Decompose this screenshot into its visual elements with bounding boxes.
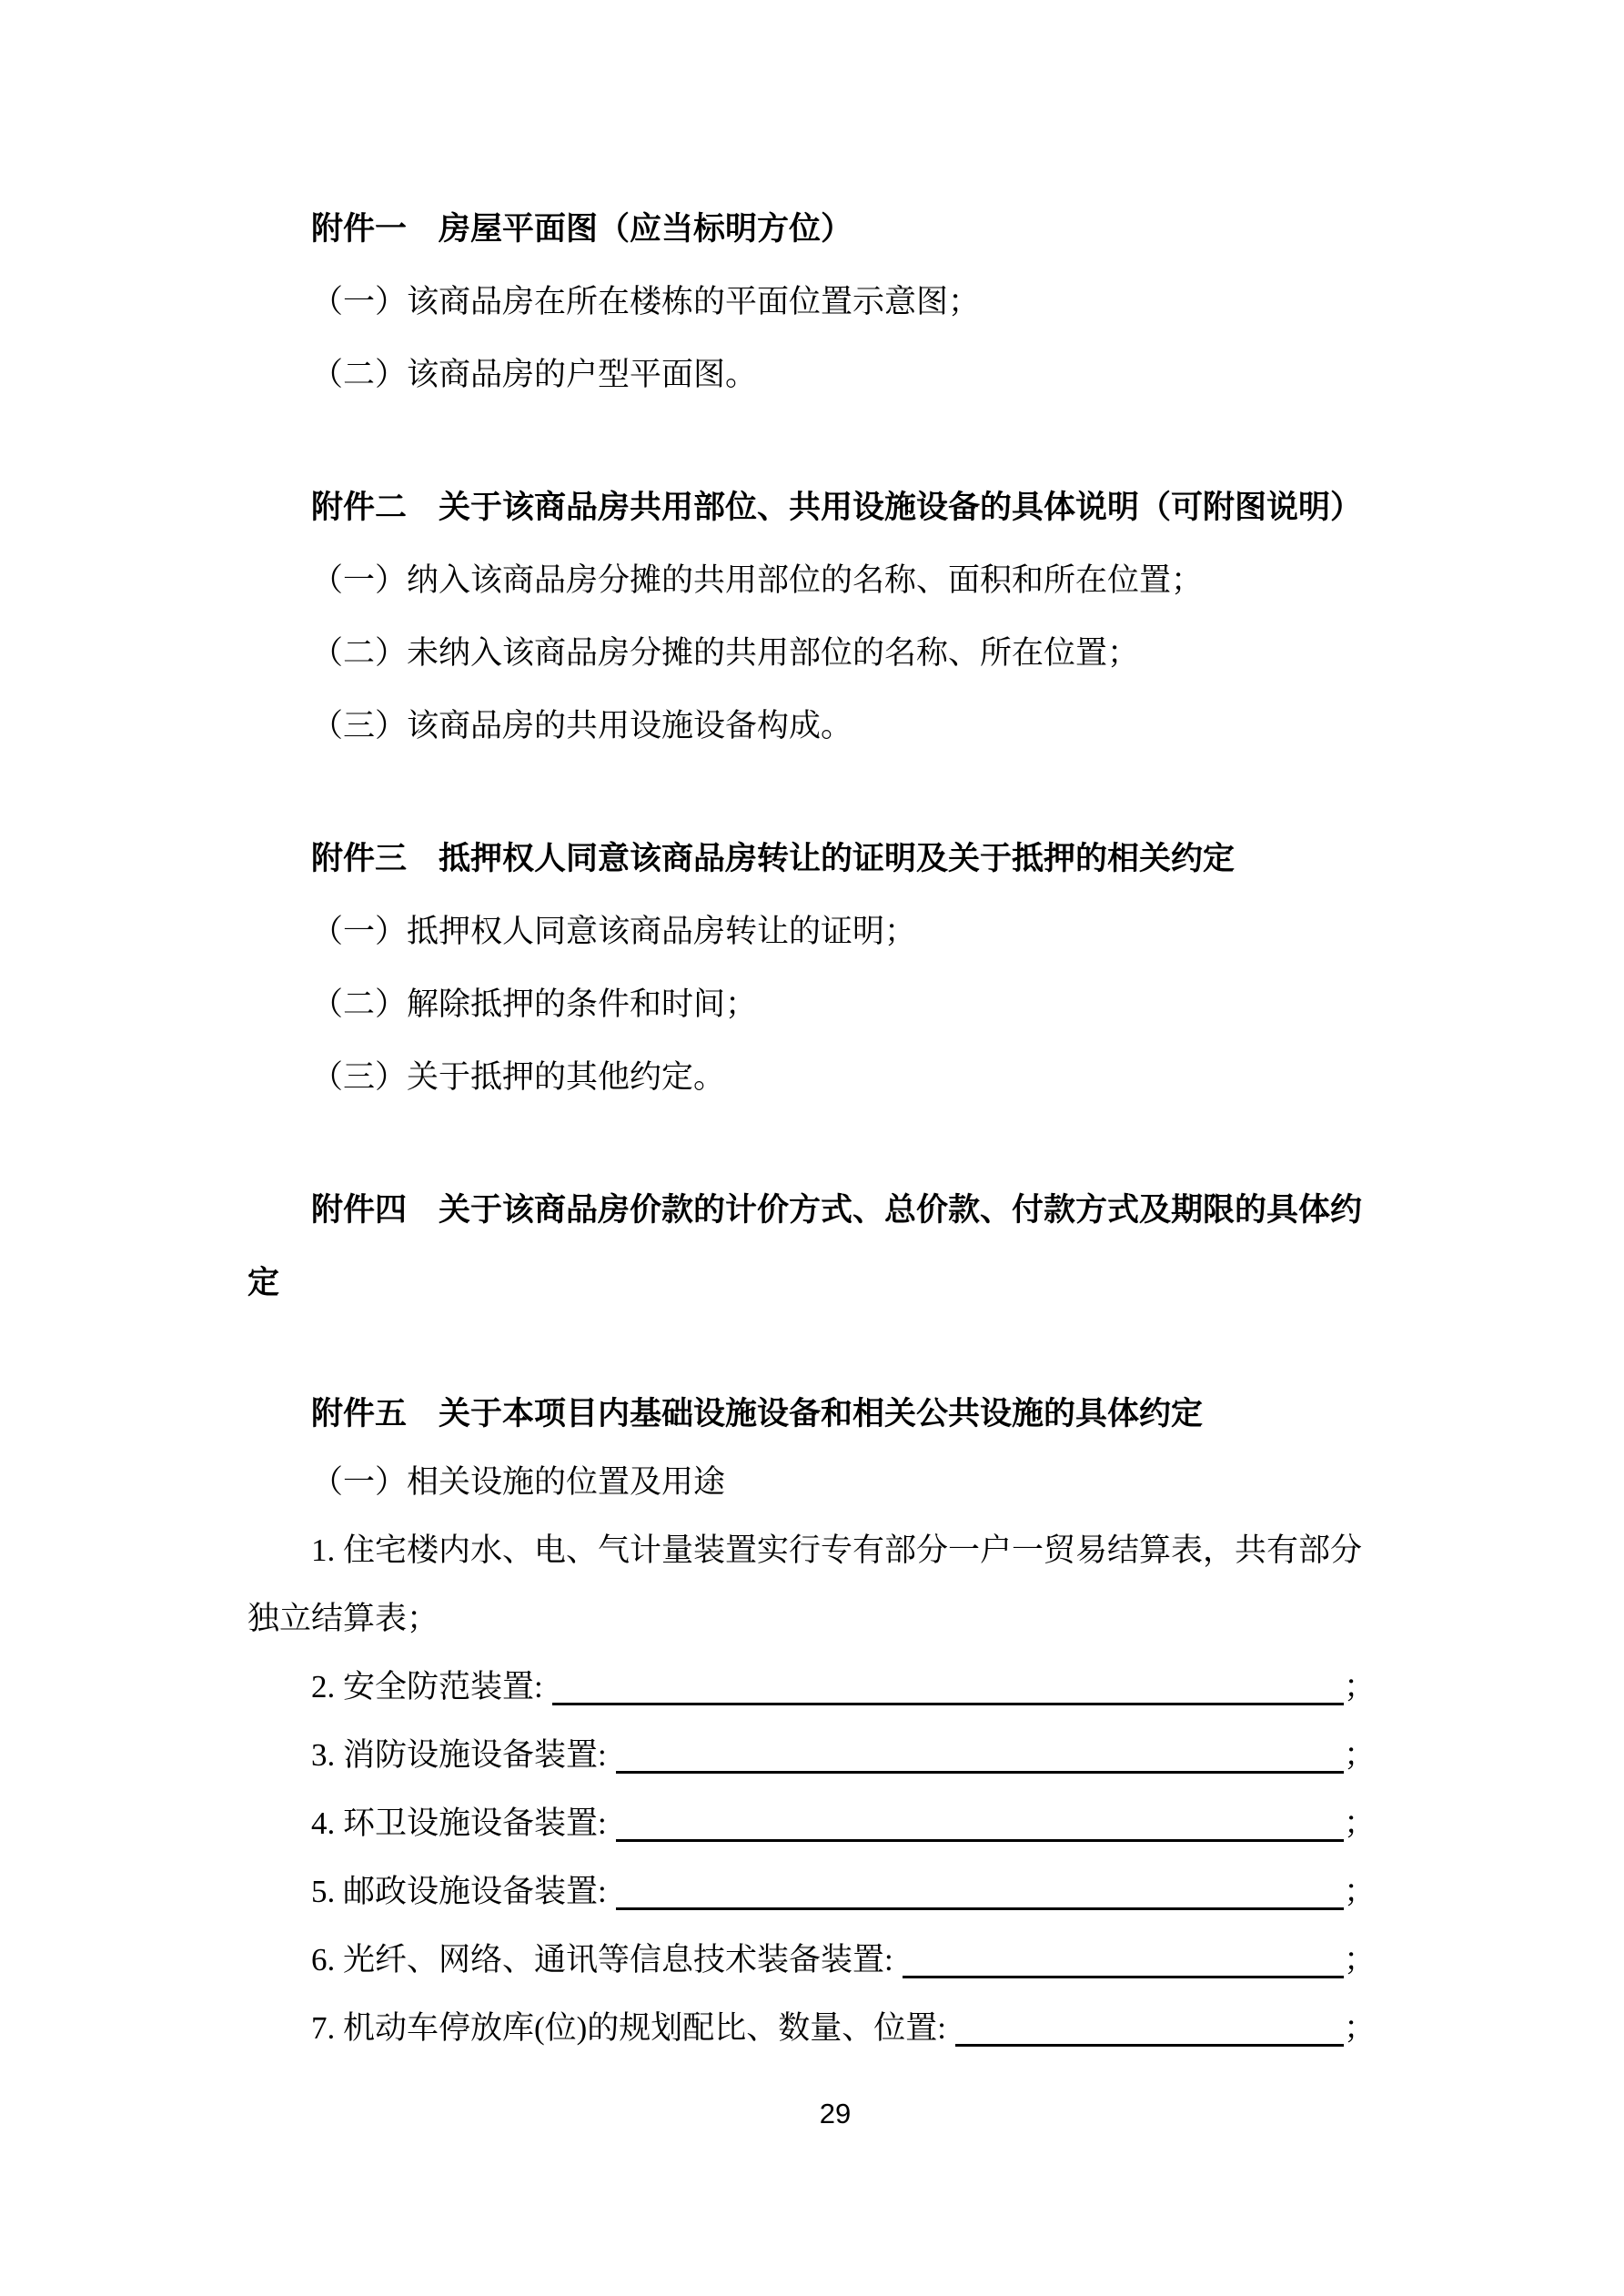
fill-in-blank-line <box>955 2044 1344 2047</box>
page-number: 29 <box>819 2098 852 2129</box>
body-line: （二）解除抵押的条件和时间； <box>311 986 758 1022</box>
body-line: （一）纳入该商品房分摊的共用部位的名称、面积和所在位置； <box>311 562 1204 598</box>
fill-item-row <box>247 1994 1376 2062</box>
fill-in-blank-line <box>616 1907 1344 1910</box>
body-line: （二）该商品房的户型平面图。 <box>311 357 758 392</box>
body-line: （三）该商品房的共用设施设备构成。 <box>311 708 853 743</box>
body-line: （一）该商品房在所在楼栋的平面位置示意图； <box>311 284 981 319</box>
attachment-heading: 定 <box>247 1265 280 1300</box>
body-line: 独立结算表； <box>247 1601 439 1636</box>
fill-item-row <box>247 1789 1376 1857</box>
body-line: 1. 住宅楼内水、电、气计量装置实行专有部分一户一贸易结算表，共有部分 <box>311 1532 1363 1568</box>
fill-item-label: 7. 机动车停放库(位)的规划配比、数量、位置: <box>311 2010 947 2046</box>
fill-item-label: 5. 邮政设施设备装置: <box>311 1874 607 1909</box>
body-line: （一）抵押权人同意该商品房转让的证明； <box>311 914 917 949</box>
fill-item-suffix: ； <box>1343 2010 1376 2046</box>
fill-in-blank-line <box>616 1771 1344 1774</box>
body-line: （三）关于抵押的其他约定。 <box>311 1059 726 1095</box>
fill-in-blank-line <box>616 1839 1344 1842</box>
attachment-heading: 附件三 抵押权人同意该商品房转让的证明及关于抵押的相关约定 <box>311 841 1236 876</box>
attachment-heading: 附件二 关于该商品房共用部位、共用设施设备的具体说明（可附图说明） <box>311 490 1363 525</box>
fill-item-label: 3. 消防设施设备装置: <box>311 1737 607 1773</box>
attachment-heading: 附件五 关于本项目内基础设施设备和相关公共设施的具体约定 <box>311 1396 1204 1431</box>
section-attachment-2 <box>247 471 1376 763</box>
attachment-heading: 附件一 房屋平面图（应当标明方位） <box>311 211 853 247</box>
fill-in-blank-line <box>552 1703 1344 1705</box>
fill-item-row <box>247 1721 1376 1789</box>
body-line: （二）未纳入该商品房分摊的共用部位的名称、所在位置； <box>311 635 1140 671</box>
fill-item-suffix: ； <box>1343 1737 1376 1773</box>
fill-item-row <box>247 1857 1376 1926</box>
fill-in-blank-line <box>903 1976 1344 1978</box>
section-attachment-3 <box>247 823 1376 1114</box>
fill-item-suffix: ； <box>1343 1874 1376 1909</box>
document-body <box>247 193 1376 2062</box>
fill-item-row <box>247 1653 1376 1721</box>
section-attachment-4 <box>247 1174 1376 1320</box>
fill-item-label: 6. 光纤、网络、通讯等信息技术装备装置: <box>311 1942 893 1977</box>
page-footer <box>271 2096 1399 2132</box>
fill-item-suffix: ； <box>1343 1942 1376 1977</box>
attachment-heading: 附件四 关于该商品房价款的计价方式、总价款、付款方式及期限的具体约 <box>311 1192 1363 1228</box>
section-attachment-5 <box>247 1380 1376 2062</box>
body-line: （一）相关设施的位置及用途 <box>311 1464 726 1500</box>
fill-item-label: 2. 安全防范装置: <box>311 1669 543 1704</box>
fill-item-suffix: ； <box>1343 1805 1376 1841</box>
fill-item-suffix: ； <box>1343 1669 1376 1704</box>
fill-item-row <box>247 1926 1376 1994</box>
section-attachment-1 <box>247 193 1376 411</box>
fill-item-label: 4. 环卫设施设备装置: <box>311 1805 607 1841</box>
